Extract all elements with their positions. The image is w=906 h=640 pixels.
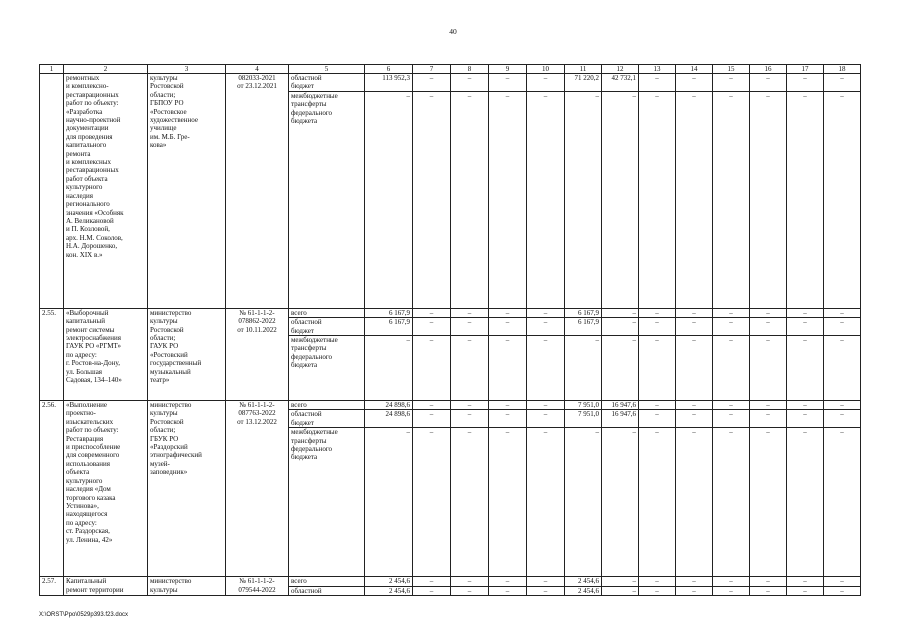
value-cell: – [750,586,787,595]
value-cell: – [489,577,527,586]
value-cell: – [527,410,565,428]
header-cell: 14 [676,65,713,74]
page-number: 40 [449,27,457,36]
value-cell: – [413,336,451,401]
value-cell: – [676,91,713,308]
value-cell: – [451,318,489,336]
value-cell: – [787,91,824,308]
value-cell: – [527,91,565,308]
value-cell: – [451,91,489,308]
value-cell: – [527,74,565,92]
value-cell: – [676,74,713,92]
value-cell: – [750,91,787,308]
value-cell: – [365,336,413,401]
value-cell: 113 952,3 [365,74,413,92]
value-cell: – [750,308,787,317]
executor: культуры Ростовской области; ГБПОУ РО «Ростовское художественное училище им. М.Б. Гре- кова» [148,74,226,309]
value-cell: – [489,308,527,317]
value-cell: – [676,308,713,317]
funding-source: областной [289,586,365,595]
value-cell: – [602,336,639,401]
budget-table [39,64,861,596]
executor: министерство культуры [148,577,226,596]
value-cell: – [489,318,527,336]
value-cell: 24 898,6 [365,401,413,410]
item-name: «Выполнение проектно- изыскательских работ по объекту: Реставрация и приспособление для современного использования объекта культурного наследия «Дом торгового казака Устинова», находящегося по адресу: ст. Раздорская, ул. Ленина, 42» [64,401,148,577]
table-row [40,577,861,586]
value-cell: – [750,336,787,401]
item-name: ремонтных и комплексно- реставрационных работ по объекту: «Разработка научно-проектной документации для проведения капитального ремонта и комплексных реставрационных работ объекта культурного наследия регионального значения «Особняк А. Великановой и П. Козловой, арх. Н.М. Соколов, Н.А. Дорошенко, кон. XIX в.» [64,74,148,309]
value-cell: 24 898,6 [365,410,413,428]
header-cell: 8 [451,65,489,74]
value-cell: – [527,428,565,577]
item-number: 2.57. [40,577,64,596]
value-cell: – [713,401,750,410]
funding-source: межбюджетные трансферты федерального бюджета [289,428,365,577]
value-cell: – [676,401,713,410]
header-cell: 11 [565,65,602,74]
value-cell: – [489,74,527,92]
header-cell: 3 [148,65,226,74]
header-cell: 13 [639,65,676,74]
value-cell: 2 454,6 [365,586,413,595]
value-cell: – [713,91,750,308]
value-cell: – [639,318,676,336]
value-cell: – [413,428,451,577]
value-cell: – [565,428,602,577]
header-cell: 7 [413,65,451,74]
value-cell: – [824,586,861,595]
value-cell: – [489,428,527,577]
value-cell: – [602,428,639,577]
value-cell: 42 732,1 [602,74,639,92]
value-cell: 6 167,9 [365,308,413,317]
value-cell: – [639,74,676,92]
value-cell: – [713,410,750,428]
value-cell: – [750,428,787,577]
value-cell: 2 454,6 [565,577,602,586]
value-cell: – [565,336,602,401]
value-cell: – [676,586,713,595]
value-cell: – [365,428,413,577]
value-cell: – [639,91,676,308]
value-cell: – [639,428,676,577]
table-row [40,308,861,317]
value-cell: – [602,318,639,336]
value-cell: – [713,74,750,92]
header-cell: 18 [824,65,861,74]
value-cell: – [750,74,787,92]
item-name: «Выборочный капитальный ремонт системы электроснабжения ГАУК РО «РГМТ» по адресу: г. Ростов-на-Дону, ул. Большая Садовая, 134–140» [64,308,148,400]
value-cell: – [527,336,565,401]
value-cell: – [824,401,861,410]
value-cell: – [413,318,451,336]
value-cell: – [824,577,861,586]
table-row [40,401,861,410]
value-cell: – [713,577,750,586]
header-row [40,65,861,74]
value-cell: – [489,401,527,410]
item-name: Капитальный ремонт территории [64,577,148,596]
value-cell: – [639,308,676,317]
value-cell: – [824,308,861,317]
value-cell: 6 167,9 [565,318,602,336]
value-cell: – [451,308,489,317]
header-cell: 4 [226,65,289,74]
value-cell: – [602,91,639,308]
value-cell: 16 947,6 [602,401,639,410]
document-ref: № 61-1-1-2- 078862-2022 от 10.11.2022 [226,308,289,400]
value-cell: – [787,428,824,577]
value-cell: – [787,74,824,92]
header-cell: 2 [64,65,148,74]
funding-source: всего [289,577,365,586]
value-cell: – [713,428,750,577]
value-cell: – [527,586,565,595]
value-cell: – [527,308,565,317]
funding-source: всего [289,401,365,410]
value-cell: – [750,410,787,428]
value-cell: – [676,410,713,428]
funding-source: межбюджетные трансферты федерального бюджета [289,91,365,308]
value-cell: – [787,336,824,401]
value-cell: – [750,318,787,336]
value-cell: 6 167,9 [365,318,413,336]
funding-source: областной бюджет [289,318,365,336]
value-cell: – [750,401,787,410]
value-cell: – [676,577,713,586]
value-cell: – [824,428,861,577]
funding-source: межбюджетные трансферты федерального бюджета [289,336,365,401]
value-cell: – [787,577,824,586]
value-cell: – [451,401,489,410]
value-cell: – [489,586,527,595]
header-cell: 15 [713,65,750,74]
value-cell: – [489,410,527,428]
item-number: 2.55. [40,308,64,400]
value-cell: – [451,428,489,577]
value-cell: – [527,577,565,586]
item-number: 2.56. [40,401,64,577]
value-cell: – [489,91,527,308]
value-cell: 7 951,0 [565,401,602,410]
item-number [40,74,64,309]
value-cell: – [676,428,713,577]
funding-source: всего [289,308,365,317]
value-cell: – [413,577,451,586]
value-cell: – [602,586,639,595]
document-ref: № 61-1-1-2- 079544-2022 [226,577,289,596]
value-cell: – [787,401,824,410]
value-cell: – [413,308,451,317]
value-cell: – [451,336,489,401]
document-ref: № 61-1-1-2- 087763-2022 от 13.12.2022 [226,401,289,577]
value-cell: – [451,586,489,595]
value-cell: – [676,318,713,336]
funding-source: областной бюджет [289,410,365,428]
value-cell: – [527,401,565,410]
value-cell: – [639,336,676,401]
executor: министерство культуры Ростовской области; ГАУК РО «Ростовский государственный музыкальный театр» [148,308,226,400]
document-ref: 082033-2021 от 23.12.2021 [226,74,289,309]
funding-source: областной бюджет [289,74,365,92]
value-cell: – [824,74,861,92]
header-cell: 6 [365,65,413,74]
value-cell: – [713,318,750,336]
value-cell: – [639,577,676,586]
value-cell: – [713,308,750,317]
value-cell: – [639,410,676,428]
header-cell: 1 [40,65,64,74]
value-cell: – [565,91,602,308]
value-cell: – [413,410,451,428]
value-cell: – [750,577,787,586]
value-cell: – [451,410,489,428]
value-cell: – [602,308,639,317]
file-path-footer: X:\ORST\Ppo\0529p393.f23.docx [39,612,129,618]
table-row [40,74,861,92]
value-cell: 7 951,0 [565,410,602,428]
value-cell: – [451,74,489,92]
header-cell: 16 [750,65,787,74]
value-cell: – [413,586,451,595]
value-cell: – [787,410,824,428]
value-cell: – [713,586,750,595]
value-cell: – [787,308,824,317]
header-cell: 10 [527,65,565,74]
value-cell: – [824,336,861,401]
value-cell: – [602,577,639,586]
value-cell: – [787,586,824,595]
value-cell: – [413,401,451,410]
header-cell: 12 [602,65,639,74]
value-cell: – [489,336,527,401]
header-cell: 9 [489,65,527,74]
executor: министерство культуры Ростовской области; ГБУК РО «Раздорский этнографический музей- заповедник» [148,401,226,577]
value-cell: 16 947,6 [602,410,639,428]
value-cell: – [676,336,713,401]
value-cell: – [824,410,861,428]
value-cell: – [413,91,451,308]
value-cell: – [413,74,451,92]
value-cell: 71 220,2 [565,74,602,92]
value-cell: – [639,401,676,410]
value-cell: – [451,577,489,586]
value-cell: 2 454,6 [365,577,413,586]
value-cell: – [639,586,676,595]
value-cell: – [787,318,824,336]
value-cell: – [713,336,750,401]
value-cell: – [527,318,565,336]
value-cell: 2 454,6 [565,586,602,595]
header-cell: 5 [289,65,365,74]
value-cell: – [365,91,413,308]
value-cell: – [824,318,861,336]
header-cell: 17 [787,65,824,74]
value-cell: 6 167,9 [565,308,602,317]
value-cell: – [824,91,861,308]
